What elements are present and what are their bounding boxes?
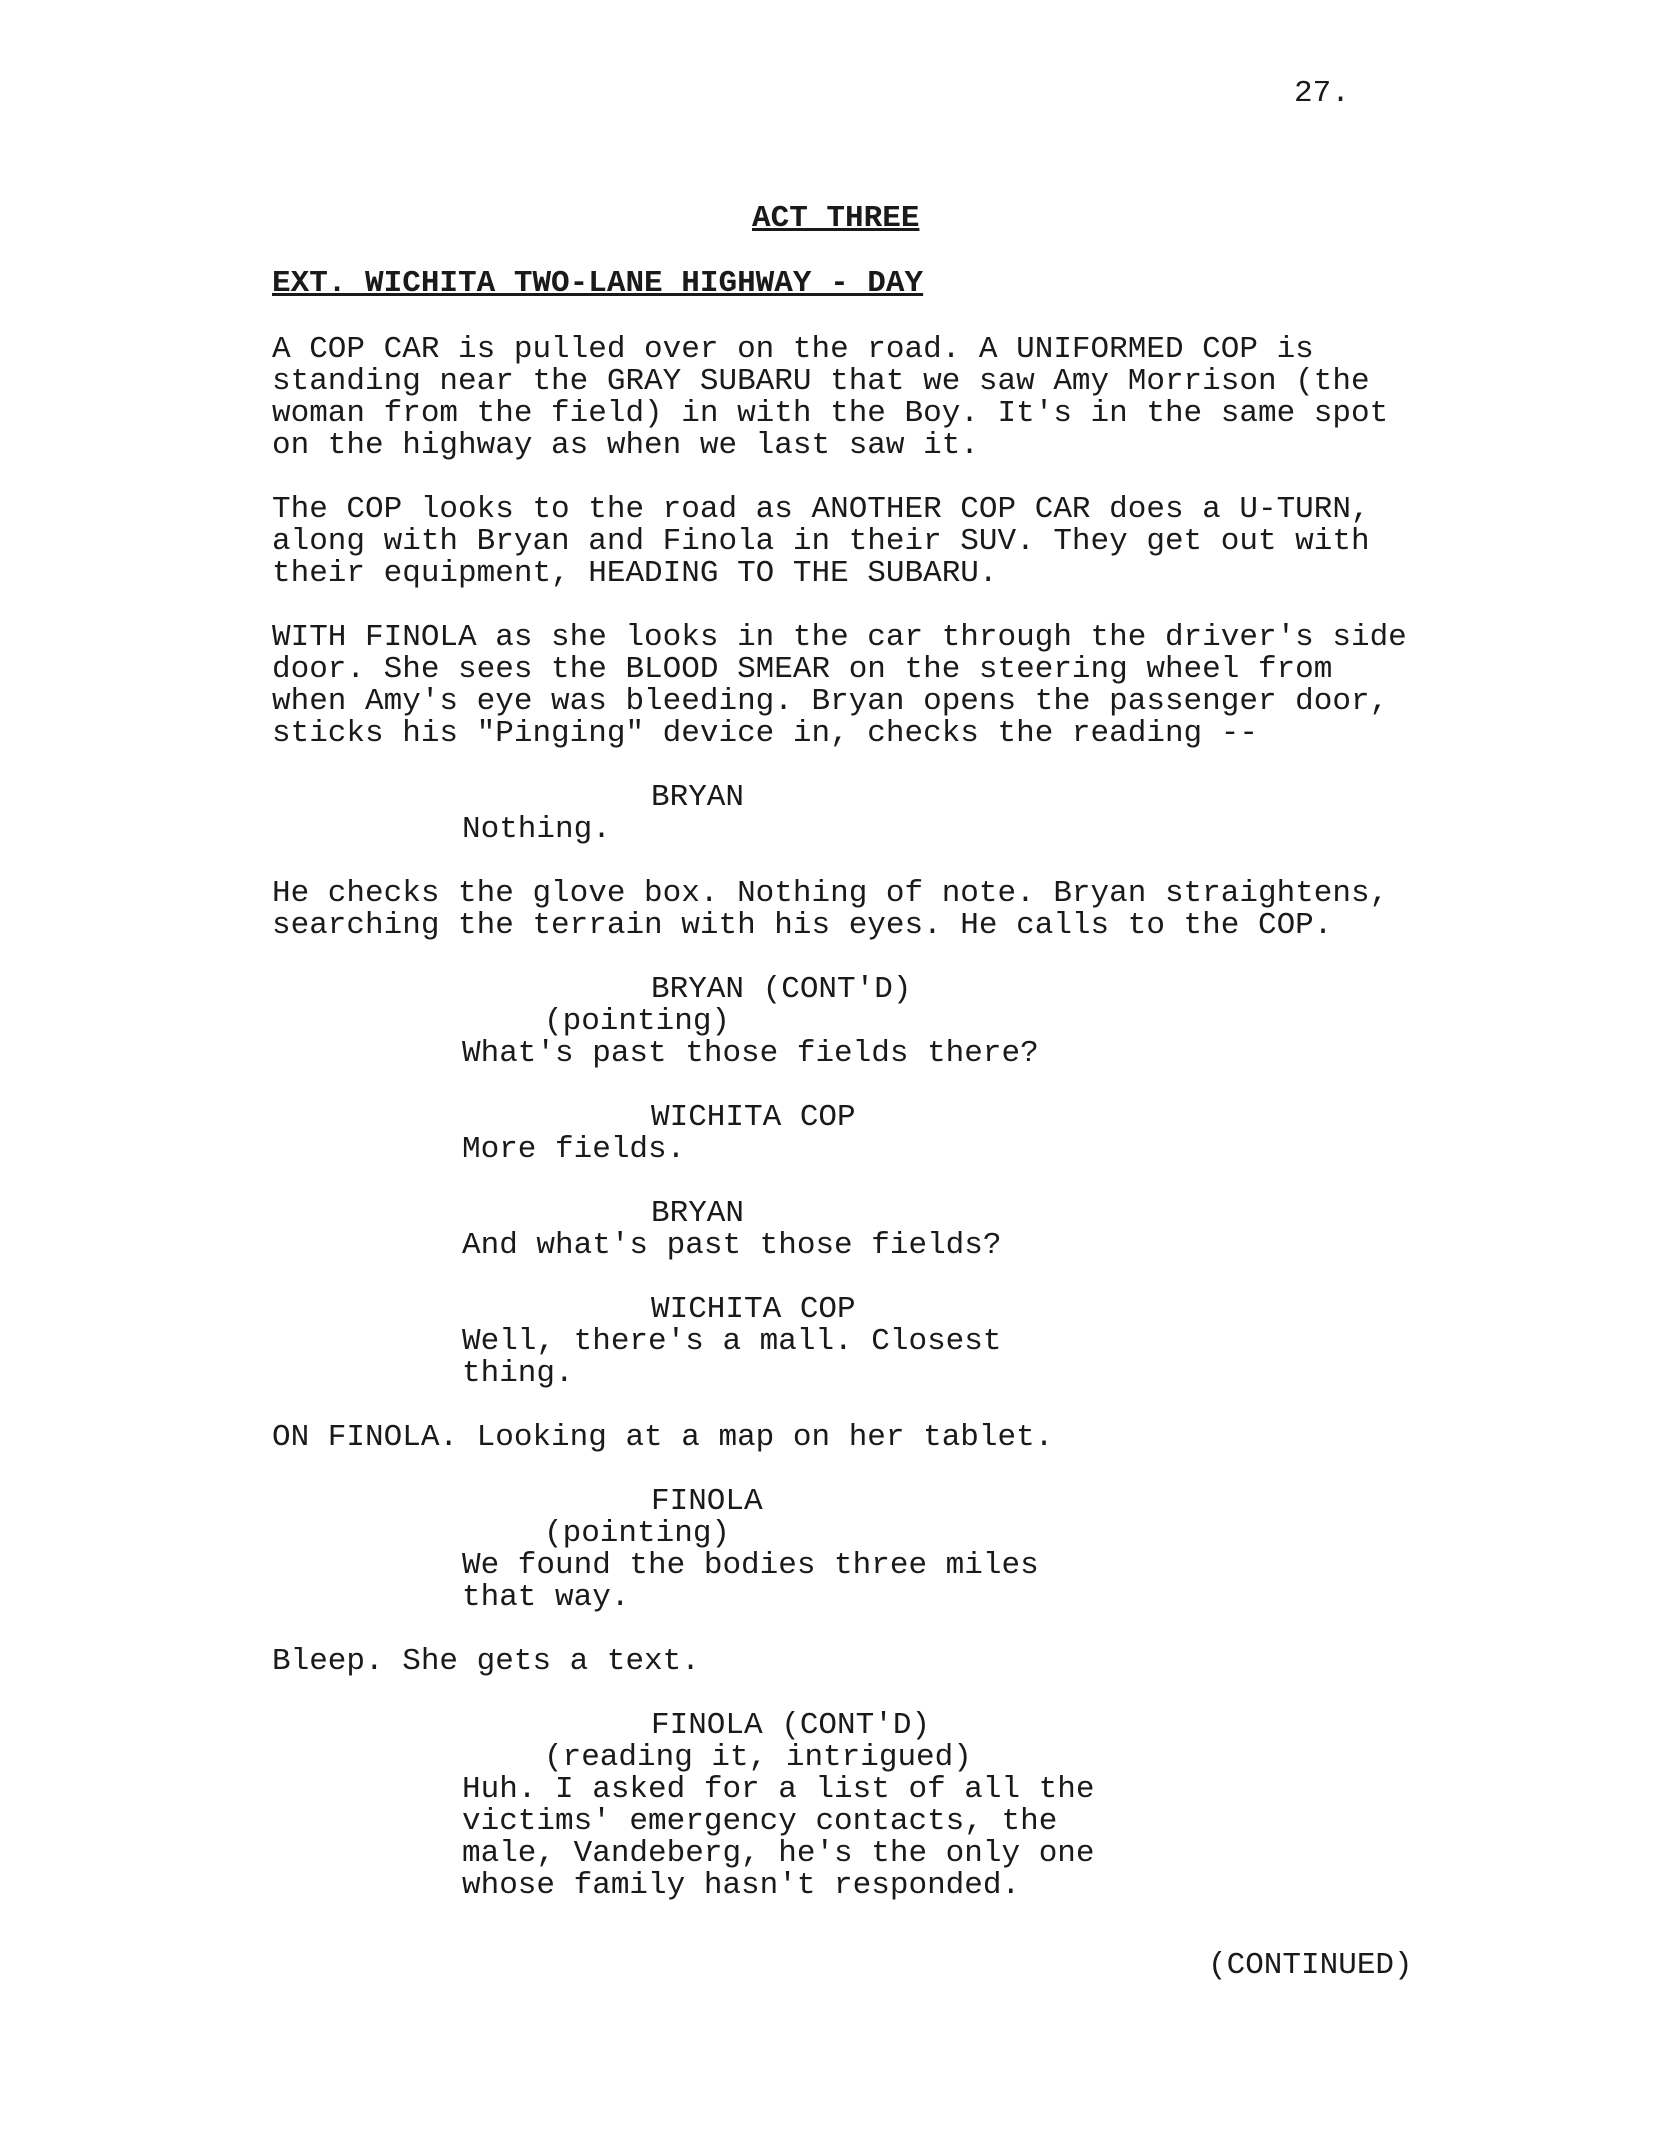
dialogue-line: thing.: [462, 1356, 574, 1391]
scene-heading: EXT. WICHITA TWO-LANE HIGHWAY - DAY: [272, 266, 924, 301]
action-line: A COP CAR is pulled over on the road. A UNIFORMED COP is: [272, 332, 1314, 367]
dialogue-line: Huh. I asked for a list of all the: [462, 1772, 1095, 1807]
dialogue-line: We found the bodies three miles: [462, 1548, 1039, 1583]
dialogue-line: that way.: [462, 1580, 630, 1615]
character-cue: WICHITA COP: [651, 1100, 856, 1135]
action-line: woman from the field) in with the Boy. It's in the same spot: [272, 396, 1389, 431]
character-cue: BRYAN: [651, 780, 745, 815]
character-cue: WICHITA COP: [651, 1292, 856, 1327]
dialogue-line: Well, there's a mall. Closest: [462, 1324, 1002, 1359]
action-line: WITH FINOLA as she looks in the car through the driver's side: [272, 620, 1407, 655]
action-line: Bleep. She gets a text.: [272, 1644, 700, 1679]
action-line: along with Bryan and Finola in their SUV. They get out with: [272, 524, 1370, 559]
action-line: their equipment, HEADING TO THE SUBARU.: [272, 556, 998, 591]
action-line: sticks his "Pinging" device in, checks the reading --: [272, 716, 1258, 751]
character-cue: BRYAN (CONT'D): [651, 972, 912, 1007]
dialogue-line: And what's past those fields?: [462, 1228, 1002, 1263]
parenthetical: (pointing): [544, 1516, 731, 1551]
action-line: searching the terrain with his eyes. He calls to the COP.: [272, 908, 1333, 943]
character-cue: BRYAN: [651, 1196, 745, 1231]
dialogue-line: male, Vandeberg, he's the only one: [462, 1836, 1095, 1871]
action-line: on the highway as when we last saw it.: [272, 428, 979, 463]
action-line: ON FINOLA. Looking at a map on her tablet.: [272, 1420, 1054, 1455]
act-title: ACT THREE: [752, 201, 920, 236]
dialogue-line: victims' emergency contacts, the: [462, 1804, 1058, 1839]
action-line: He checks the glove box. Nothing of note. Bryan straightens,: [272, 876, 1389, 911]
action-line: The COP looks to the road as ANOTHER COP CAR does a U-TURN,: [272, 492, 1370, 527]
dialogue-line: whose family hasn't responded.: [462, 1868, 1021, 1903]
action-line: standing near the GRAY SUBARU that we saw Amy Morrison (the: [272, 364, 1370, 399]
character-cue: FINOLA (CONT'D): [651, 1708, 931, 1743]
character-cue: FINOLA: [651, 1484, 763, 1519]
dialogue-line: Nothing.: [462, 812, 611, 847]
action-line: door. She sees the BLOOD SMEAR on the steering wheel from: [272, 652, 1333, 687]
continued-marker: (CONTINUED): [1208, 1948, 1413, 1983]
page-number: 27.: [1294, 76, 1350, 111]
dialogue-line: What's past those fields there?: [462, 1036, 1039, 1071]
action-line: when Amy's eye was bleeding. Bryan opens the passenger door,: [272, 684, 1389, 719]
dialogue-line: More fields.: [462, 1132, 686, 1167]
parenthetical: (reading it, intrigued): [544, 1740, 972, 1775]
parenthetical: (pointing): [544, 1004, 731, 1039]
